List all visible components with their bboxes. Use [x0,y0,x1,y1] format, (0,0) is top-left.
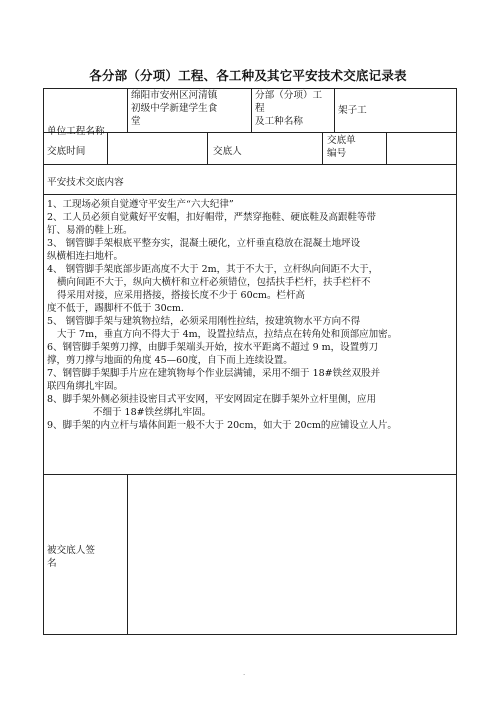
signature-label [47,544,95,570]
content-line: 3、 钢管脚手架根底平整夯实，混凝土硬化，立杆垂直稳放在混凝土地坪设 [47,238,361,249]
content-line: 2、工人员必须自觉戴好平安帽，扣好帽带，严禁穿拖鞋、硬底鞋及高跟鞋等带 [47,212,377,223]
content-line: 撑，剪刀撑与地面的角度 45—60度，自下而上连续设置。 [47,355,293,366]
unit-name-line-2: 初级中学新建学生食 [131,103,218,114]
content-line: 5、 钢管脚手架与建筑物拉结，必须采用刚性拉结，按建筑物水平方向不得 [47,316,361,327]
content-line: 联四角绑扎牢固。 [47,381,124,392]
handover-number-line-1: 交底单 [327,135,356,146]
handover-number-label [327,134,356,160]
content-section-label: 平安技术交底内容 [47,177,124,188]
content-line: 钉、易滑的鞋上班。 [47,225,133,236]
content-line: 7、钢管脚手架脚手片应在建筑物每个作业层满铺，采用不细于 18#铁丝双股并 [47,368,381,379]
content-line: 8、脚手架外侧必须挂设密目式平安网，平安网固定在脚手架外立杆里侧，应用 [47,394,377,405]
signature-label-line-1: 被交底人签 [47,545,95,556]
content-line: 9、脚手架的内立杆与墙体间距一般不大于 20cm，如大于 20cm的应铺设立人片。 [47,420,397,431]
content-line: 纵横相连扫地杆。 [47,251,124,262]
signature-label-line-2: 名 [47,558,57,569]
part-name-label [255,89,337,128]
content-line: 不细于 18#铁丝绑扎牢固。 [93,407,212,418]
unit-name-line-1: 绵阳市安州区河清镇 [131,90,218,101]
handover-number-line-2: 编号 [327,148,347,159]
part-name-line-1: 分部（分项）工 [255,90,323,101]
unit-name-value [131,89,253,128]
content-line: 1、工现场必须自觉遵守平安生产“六大纪律” [47,199,234,210]
content-line: 得采用对接，应采用搭接，搭接长度不少于 60cm。栏杆高 [57,290,305,301]
safety-content [47,198,454,432]
footer-mark: . [243,669,246,677]
content-line: 度不低于，踢脚杆不低于 30cm. [47,303,184,314]
handover-person-label: 交底人 [213,146,242,157]
content-line: 6、钢管脚手架剪刀撑，由脚手架端头开始，按水平距离不超过 9 m，设置剪刀 [47,342,379,353]
content-line: 大于 7m，垂直方向不得大于 4m，设置拉结点，拉结点在转角处和顶部应加密。 [57,329,398,340]
unit-name-label: 单位工程名称 [47,126,105,137]
part-name-line-2: 程 [255,103,265,114]
part-name-line-3: 及工种名称 [255,116,303,127]
page-title: 各分部（分项）工程、各工种及其它平安技术交底记录表 [89,68,407,83]
content-line: 4、 钢管脚手架底部步距高度不大于 2m，其于不大于，立杆纵向间距不大于， [47,264,379,275]
content-line: 横向间距不大于，纵向大横杆和立杆必须错位，包括扶手栏杆，扶手栏杆不 [57,277,371,288]
unit-name-line-3: 堂 [131,116,141,127]
handover-time-label: 交底时间 [47,146,86,157]
part-name-value: 架子工 [338,105,367,116]
